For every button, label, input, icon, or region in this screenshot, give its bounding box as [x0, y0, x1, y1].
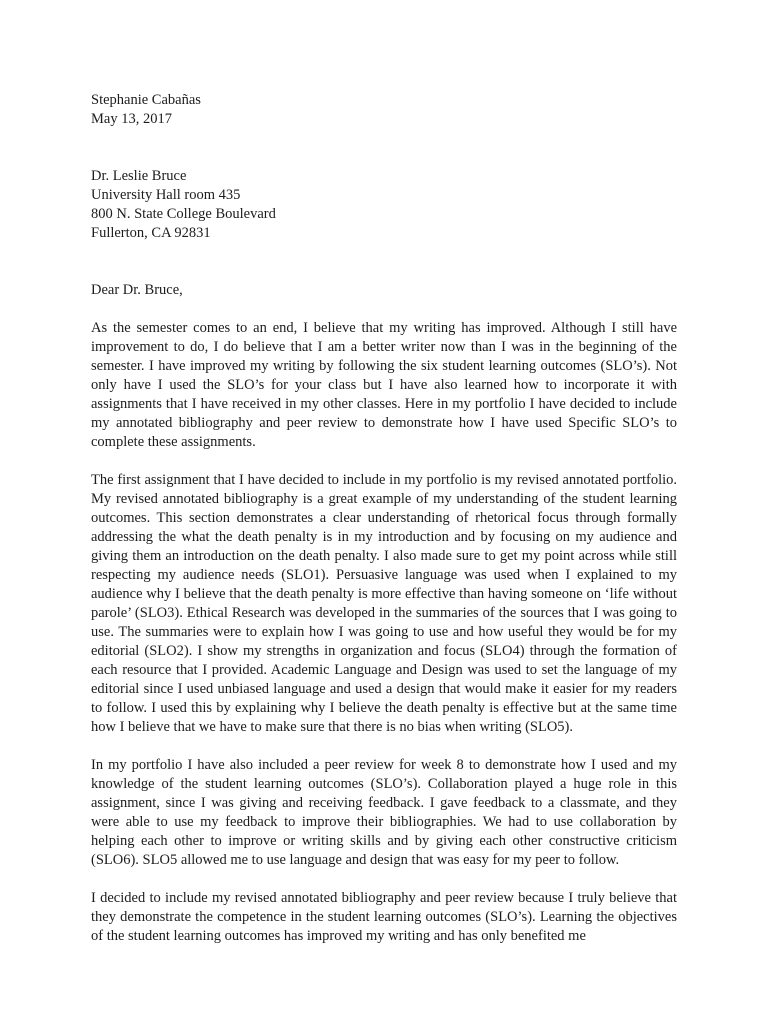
letter-date: May 13, 2017: [91, 111, 172, 127]
recipient-address: [91, 167, 677, 243]
recipient-room: University Hall room 435: [91, 187, 241, 203]
salutation: Dear Dr. Bruce,: [91, 282, 183, 298]
sender-name: Stephanie Cabañas: [91, 92, 201, 108]
sender-block: [91, 91, 677, 129]
recipient-city: Fullerton, CA 92831: [91, 225, 211, 241]
recipient-name: Dr. Leslie Bruce: [91, 168, 187, 184]
body-paragraph-4: I decided to include my revised annotated bibliography and peer review because I truly believe that they demonstrate the competence in the student learning outcomes (SLO’s). Learning the objectives of the student learning outcomes has improved my writing and has only benefited me: [91, 890, 677, 944]
body-paragraph-3: In my portfolio I have also included a peer review for week 8 to demonstrate how I used and my knowledge of the student learning outcomes (SLO’s). Collaboration played a huge role in this assignment, since I was giving and receiving feedback. I gave feedback to a classmate, and they were able to use my feedback to improve their bibliographies. We had to use collaboration by helping each other to improve or writing skills and by giving each other constructive criticism (SLO6). SLO5 allowed me to use language and design that was easy for my peer to follow.: [91, 757, 677, 868]
body-paragraph-2: The first assignment that I have decided to include in my portfolio is my revised annotated portfolio. My revised annotated bibliography is a great example of my understanding of the student learning outcomes. This section demonstrates a clear understanding of rhetorical focus through formally addressing the what the death penalty is in my introduction and by focusing on my audience and giving them an introduction on the death penalty. I also made sure to get my point across while still respecting my audience needs (SLO1). Persuasive language was used when I explained to my audience why I believe that the death penalty is more effective than having someone on ‘life without parole’ (SLO3). Ethical Research was developed in the summaries of the sources that I was going to use. The summaries were to explain how I was going to use and how useful they would be for my editorial (SLO2). I show my strengths in organization and focus (SLO4) through the formation of each resource that I provided. Academic Language and Design was used to set the language of my editorial since I used unbiased language and used a design that would make it easier for my readers to follow. I used this by explaining why I believe the death penalty is effective but at the same time how I believe that we have to make sure that there is no bias when writing (SLO5).: [91, 472, 677, 735]
recipient-street: 800 N. State College Boulevard: [91, 206, 276, 222]
body-paragraph-1: As the semester comes to an end, I believe that my writing has improved. Although I still have improvement to do, I do believe that I am a better writer now than I was in the beginning of the semester. I have improved my writing by following the six student learning outcomes (SLO’s). Not only have I used the SLO’s for your class but I have also learned how to incorporate it with assignments that I have received in my other classes. Here in my portfolio I have decided to include my annotated bibliography and peer review to demonstrate how I have used Specific SLO’s to complete these assignments.: [91, 320, 677, 450]
